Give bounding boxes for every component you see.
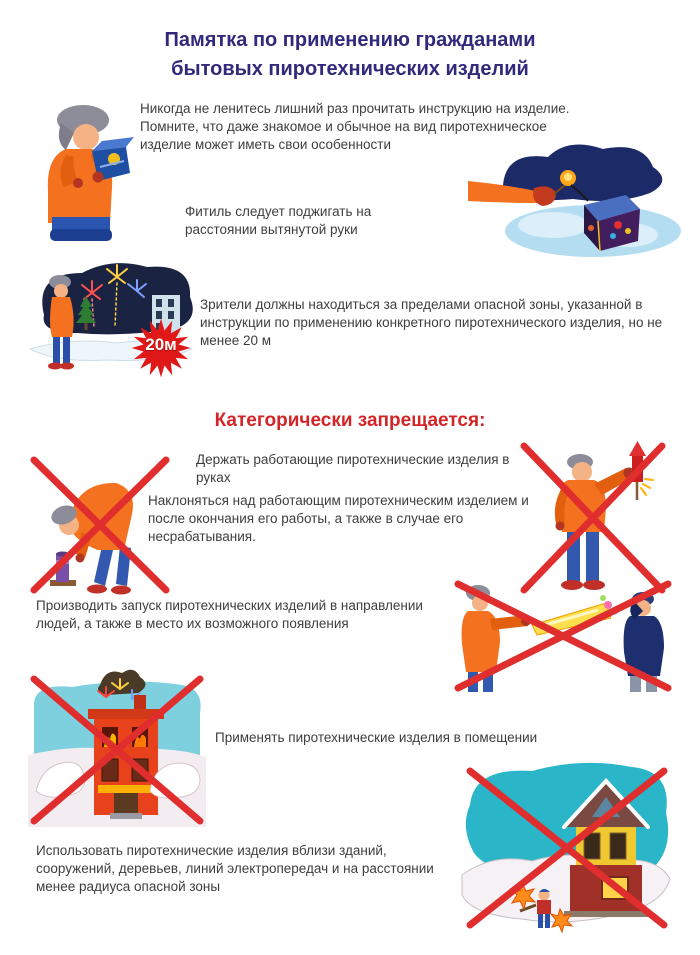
prohibited-text-indoor-use: Применять пиротехнические изделия в помещении	[215, 730, 538, 745]
instruction-text-spectators: Зрители должны находиться за пределами опасной зоны, указанной в инструкции по применению конкретного пиротехнического изделия, но не менее 20 м	[200, 297, 663, 348]
red-glove	[533, 186, 556, 206]
prohibited-text-bending-over: Наклоняться над работающим пиротехническим изделием и после окончания его работы, а также в случае его несрабатывания.	[148, 493, 529, 544]
launching-toward-people-illustration	[438, 578, 688, 701]
prohibited-text-holding-in-hands: Держать работающие пиротехнические изделия в руках	[196, 452, 510, 485]
instruction-text-light-fuse: Фитиль следует поджигать на расстоянии вытянутой руки	[185, 204, 372, 237]
prohibited-text-launch-at-people: Производить запуск пиротехнических изделий в направлении людей, а также в место их возможного появления	[36, 598, 423, 631]
fireworks-inside-building-illustration	[22, 663, 212, 836]
distance-badge-20m	[126, 315, 196, 381]
man-reading-instructions-illustration	[28, 95, 140, 248]
page-title-line1: Памятка по применению гражданами	[164, 29, 536, 51]
page-title	[0, 26, 700, 84]
spectators-fireworks-illustration	[22, 253, 202, 381]
flame-icon	[560, 170, 576, 186]
page-title-line2: бытовых пиротехнических изделий	[171, 58, 529, 80]
face	[73, 124, 99, 150]
instruction-text-read-manual: Никогда не ленитесь лишний раз прочитать инструкцию на изделие. Помните, что даже знакомое и обычное на вид пиротехническое изделие может иметь свои особенности	[140, 101, 570, 152]
hand-lighting-fuse-illustration	[468, 133, 688, 266]
prohibited-text-near-buildings: Использовать пиротехнические изделия вблизи зданий, сооружений, деревьев, линий электропередач и на расстоянии менее радиуса опасной зоны	[36, 843, 434, 894]
distance-badge-text: 20м	[145, 335, 177, 354]
fireworks-near-house-illustration	[452, 753, 682, 948]
prohibited-section-heading: Категорически запрещается:	[214, 410, 486, 431]
